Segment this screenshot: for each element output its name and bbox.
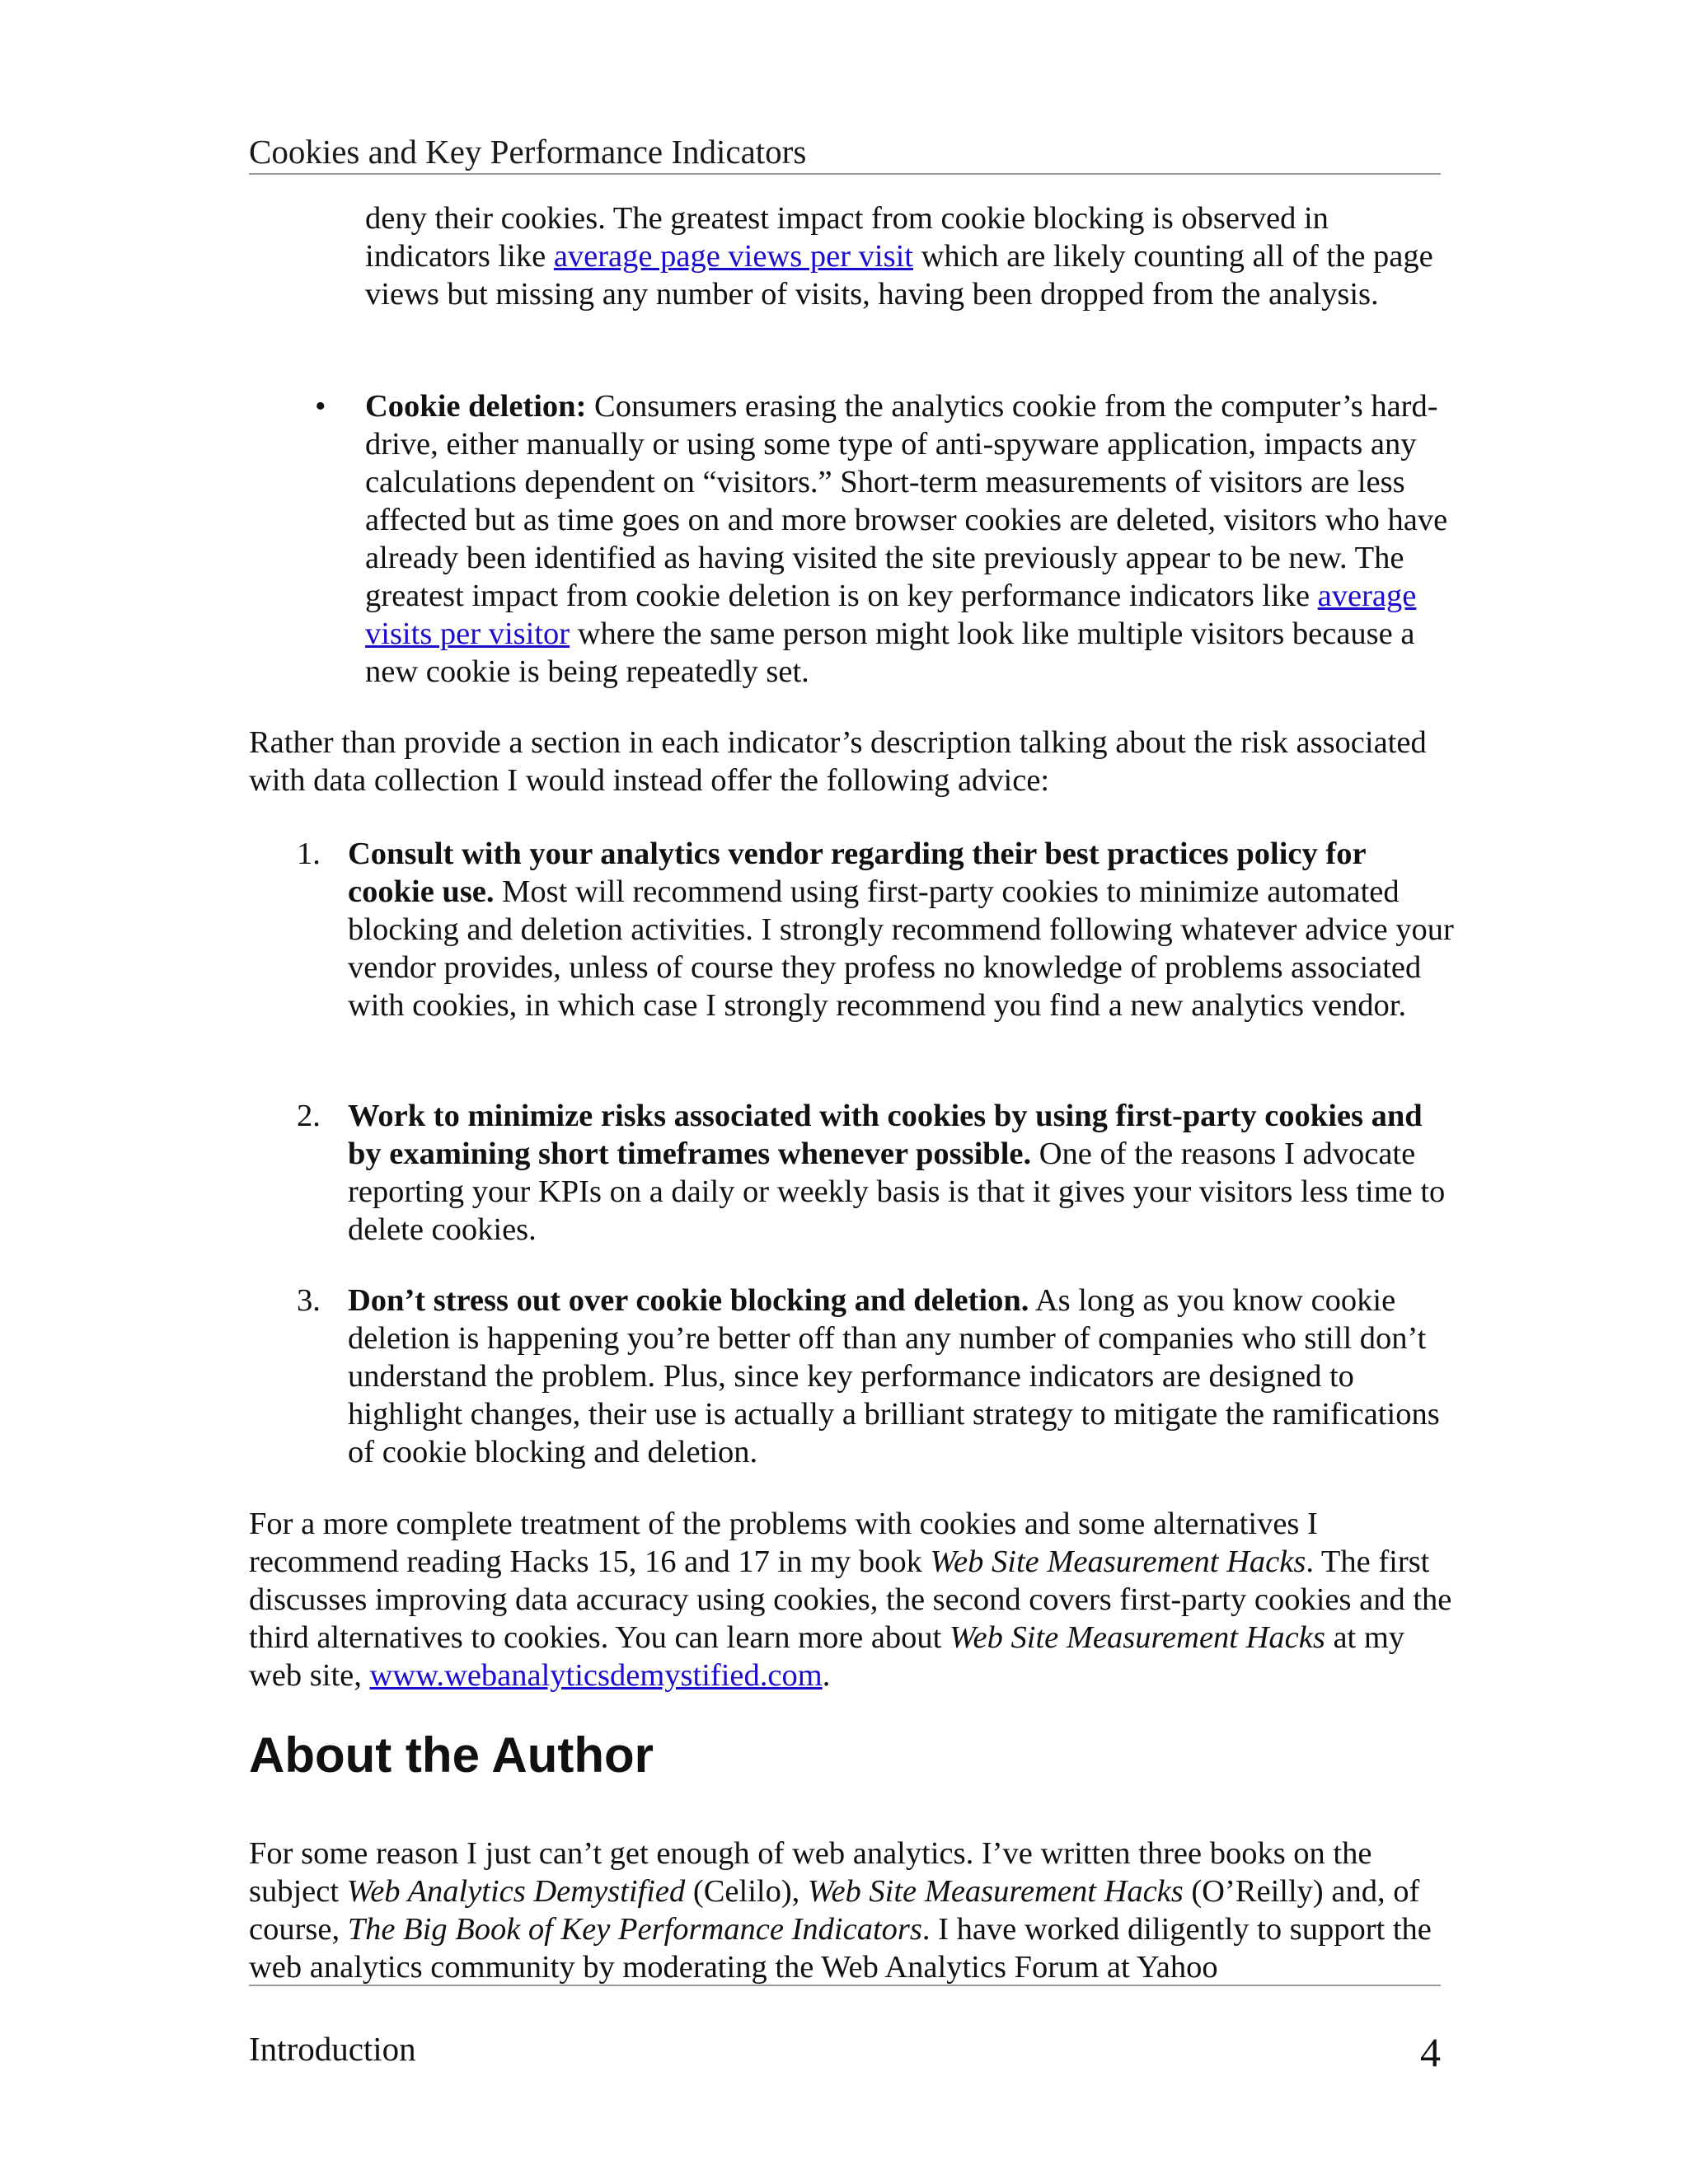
advice-item-3-bold: Don’t stress out over cookie blocking and deletion. — [348, 1283, 1029, 1318]
advice-item-1-text: Most will recommend using first-party cookies to minimize automated blocking and deletion activities. I strongly recommend following whatever advice your vendor provides, unless of course they profess no knowledge of problems associated with cookies, in which case I strongly recommend you find a new analytics vendor. — [348, 874, 1454, 1023]
about-book-2: Web Site Measurement Hacks — [807, 1874, 1184, 1909]
running-header: Cookies and Key Performance Indicators — [249, 133, 807, 171]
treatment-paragraph — [249, 1505, 1452, 1694]
advice-item-2-bold: Work to minimize risks associated with cookies by using first-party cookies and by examining short timeframes whenever possible. — [348, 1099, 1423, 1171]
treatment-text-3: at my web site, — [249, 1620, 1405, 1693]
bullet-item-cookie-deletion — [365, 387, 1453, 691]
advice-item-3 — [348, 1282, 1456, 1471]
advice-item-1 — [348, 835, 1456, 1024]
link-average-visits-per-visitor[interactable]: average visits per visitor — [365, 579, 1417, 651]
about-book-3: The Big Book of Key Performance Indicators — [347, 1912, 922, 1947]
footer-rule — [249, 1985, 1441, 1986]
about-book-1: Web Analytics Demystified — [346, 1874, 686, 1909]
page-number: 4 — [1420, 2029, 1441, 2075]
advice-item-3-text: As long as you know cookie deletion is happening you’re better off than any number of companies who still don’t understand the problem. Plus, since key performance indicators are designed to highlight changes, their use is actually a brilliant strategy to mitigate the ramifications of cookie blocking and deletion. — [348, 1283, 1440, 1469]
treatment-text-4: . — [822, 1658, 831, 1693]
link-average-page-views-per-visit[interactable]: average page views per visit — [553, 239, 913, 274]
about-text-2: (Celilo), — [685, 1874, 808, 1909]
book-title-2: Web Site Measurement Hacks — [950, 1620, 1325, 1655]
about-text-1: For some reason I just can’t get enough of web analytics. I’ve written three books on the subject — [249, 1836, 1372, 1909]
link-website[interactable]: www.webanalyticsdemystified.com — [369, 1658, 823, 1693]
about-text-3: (O’Reilly) and, of course, — [249, 1874, 1420, 1947]
list-number-1: 1. — [297, 837, 321, 871]
bullet-marker: • — [315, 389, 326, 424]
advice-item-2-text: One of the reasons I advocate reporting your KPIs on a daily or weekly basis is that it gives your visitors less time to delete cookies. — [348, 1137, 1446, 1247]
about-text-4: . I have worked diligently to support the web analytics community by moderating the Web Analytics Forum at Yahoo — [249, 1912, 1432, 1985]
treatment-text-2: . The first discusses improving data accuracy using cookies, the second covers first-party cookies and the third alternatives to cookies. You can learn more about — [249, 1544, 1452, 1655]
header-rule — [249, 173, 1441, 175]
bullet-text-2: where the same person might look like multiple visitors because a new cookie is being repeatedly set. — [365, 616, 1415, 689]
bullet-label: Cookie deletion: — [365, 389, 587, 424]
treatment-text-1: For a more complete treatment of the problems with cookies and some alternatives I recommend reading Hacks 15, 16 and 17 in my book — [249, 1507, 1318, 1579]
about-paragraph — [249, 1835, 1452, 1986]
footer-section-name: Introduction — [249, 2030, 416, 2068]
list-number-2: 2. — [297, 1099, 321, 1133]
bullet-text-1: Consumers erasing the analytics cookie from the computer’s hard-drive, either manually or using some type of anti-spyware application, impacts any calculations dependent on “visitors.” Short-term measurements of visitors are less affected but as time goes on and more browser cookies are deleted, visitors who have already been identified as having visited the site previously appear to be new. The greatest impact from cookie deletion is on key performance indicators like — [365, 389, 1448, 613]
advice-item-2 — [348, 1097, 1456, 1249]
list-number-3: 3. — [297, 1283, 321, 1318]
bullet-continuation-paragraph — [365, 199, 1453, 313]
section-heading-about-author: About the Author — [249, 1727, 654, 1783]
book-title-1: Web Site Measurement Hacks — [930, 1544, 1306, 1579]
continuation-text-1: deny their cookies. The greatest impact from cookie blocking is observed in indicators like — [365, 201, 1329, 274]
advice-item-1-bold: Consult with your analytics vendor regarding their best practices policy for cookie use. — [348, 837, 1366, 909]
intro-paragraph: Rather than provide a section in each indicator’s description talking about the risk associated with data collection I would instead offer the following advice: — [249, 725, 1427, 798]
continuation-text-2: which are likely counting all of the page views but missing any number of visits, having been dropped from the analysis. — [365, 239, 1433, 312]
